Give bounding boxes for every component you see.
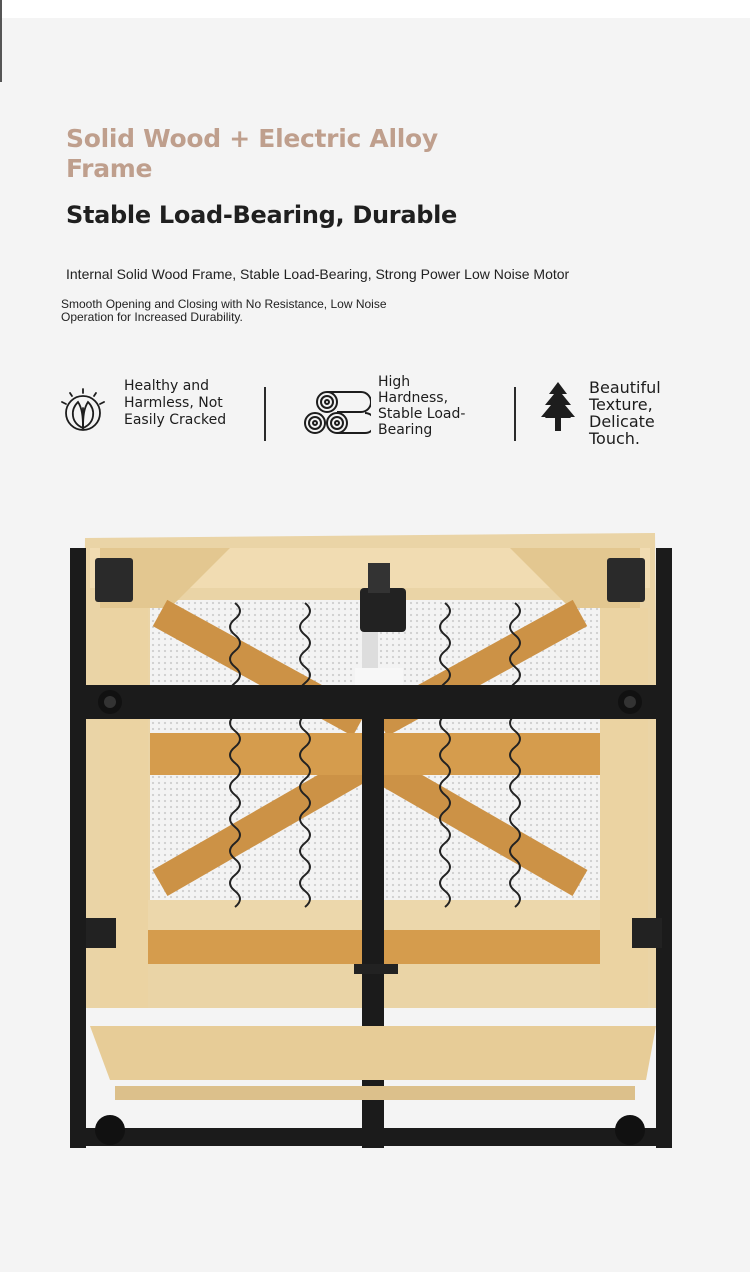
feature-divider [264,387,266,441]
feature-label: High Hardness, Stable Load-Bearing [378,374,466,438]
feature-texture [537,370,697,454]
edge-line [0,0,2,82]
feature-healthy [58,370,238,454]
feature-hardness [303,370,493,454]
feature-label: Beautiful Texture, Delicate Touch. [589,378,661,448]
page-title: Solid Wood + Electric Alloy Frame [66,124,438,183]
description-line-1: Internal Solid Wood Frame, Stable Load-Bearing, Strong Power Low Noise Motor [66,266,570,282]
sofa-bed-frame-illustration [60,528,680,1158]
leaf-sun-icon [58,386,108,441]
wood-logs-icon [303,390,371,441]
top-bar [0,0,750,18]
description-line-2: Smooth Opening and Closing with No Resistance, Low Noise Operation for Increased Durability. [61,297,387,324]
page-subtitle: Stable Load-Bearing, Durable [66,201,457,229]
feature-label: Healthy and Harmless, Not Easily Cracked [124,378,227,428]
pine-tree-icon [537,380,579,441]
feature-divider [514,387,516,441]
